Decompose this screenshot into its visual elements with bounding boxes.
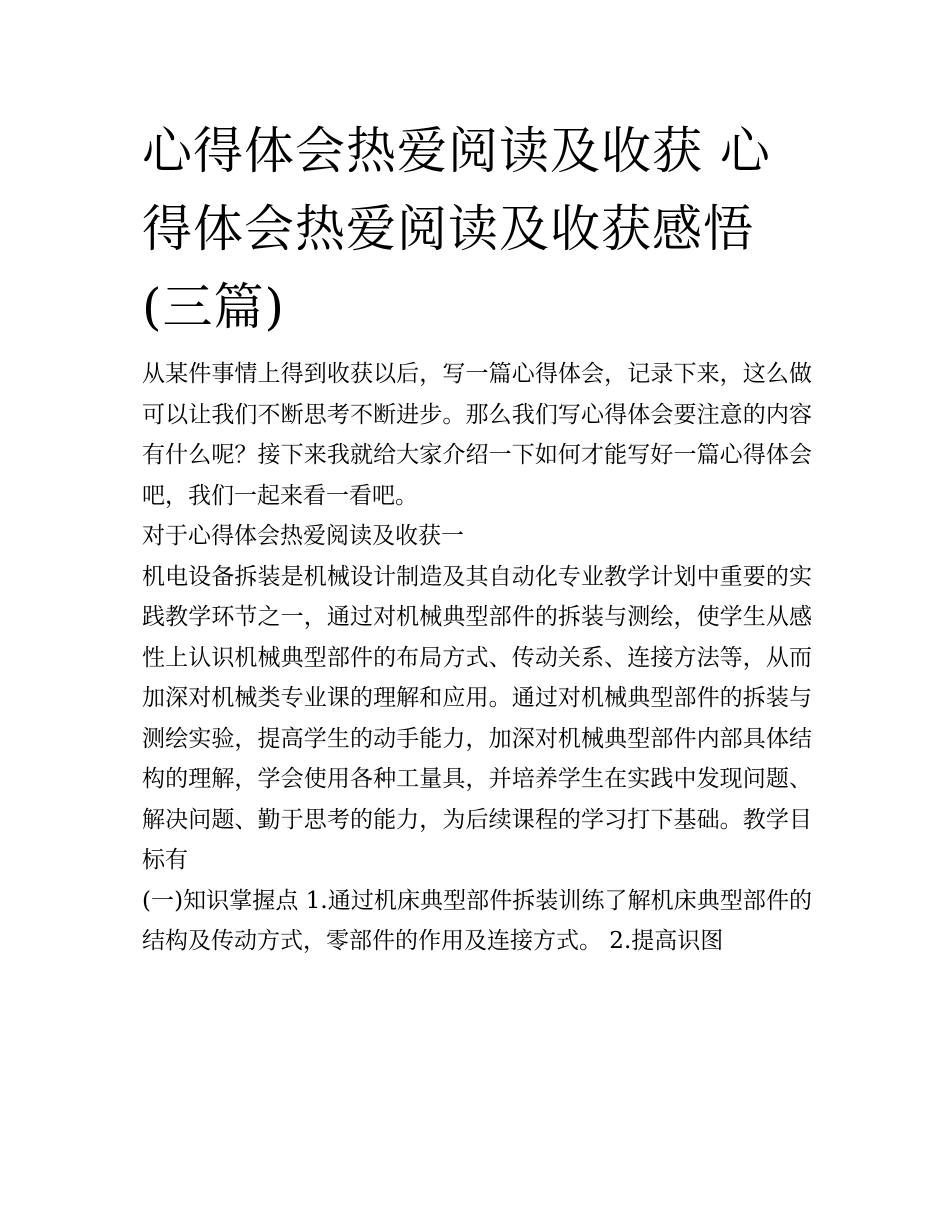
section-heading: 对于心得体会热爱阅读及收获一 [142, 523, 464, 549]
intro-paragraph: 从某件事情上得到收获以后，写一篇心得体会，记录下来，这么做可以让我们不断思考不断进步。那么我们写心得体会要注意的内容有什么呢？接下来我就给大家介绍一下如何才能写好一篇心得体会吧，我们一起来看一看吧。 [142, 361, 812, 509]
document-title: 心得体会热爱阅读及收获 心得体会热爱阅读及收获感悟(三篇) [142, 122, 771, 336]
knowledge-points-paragraph: (一)知识掌握点 1.通过机床典型部件拆装训练了解机床典型部件的结构及传动方式，零部件的作用及连接方式。 2.提高识图 [142, 887, 812, 954]
document-content [142, 112, 812, 962]
body-paragraph: 机电设备拆装是机械设计制造及其自动化专业教学计划中重要的实践教学环节之一，通过对机械典型部件的拆装与测绘，使学生从感性上认识机械典型部件的布局方式、传动关系、连接方法等，从而加深对机械类专业课的理解和应用。通过对机械典型部件的拆装与测绘实验，提高学生的动手能力，加深对机械典型部件内部具体结构的理解，学会使用各种工量具，并培养学生在实践中发现问题、解决问题、勤于思考的能力，为后续课程的学习打下基础。教学目标有 [142, 563, 812, 873]
